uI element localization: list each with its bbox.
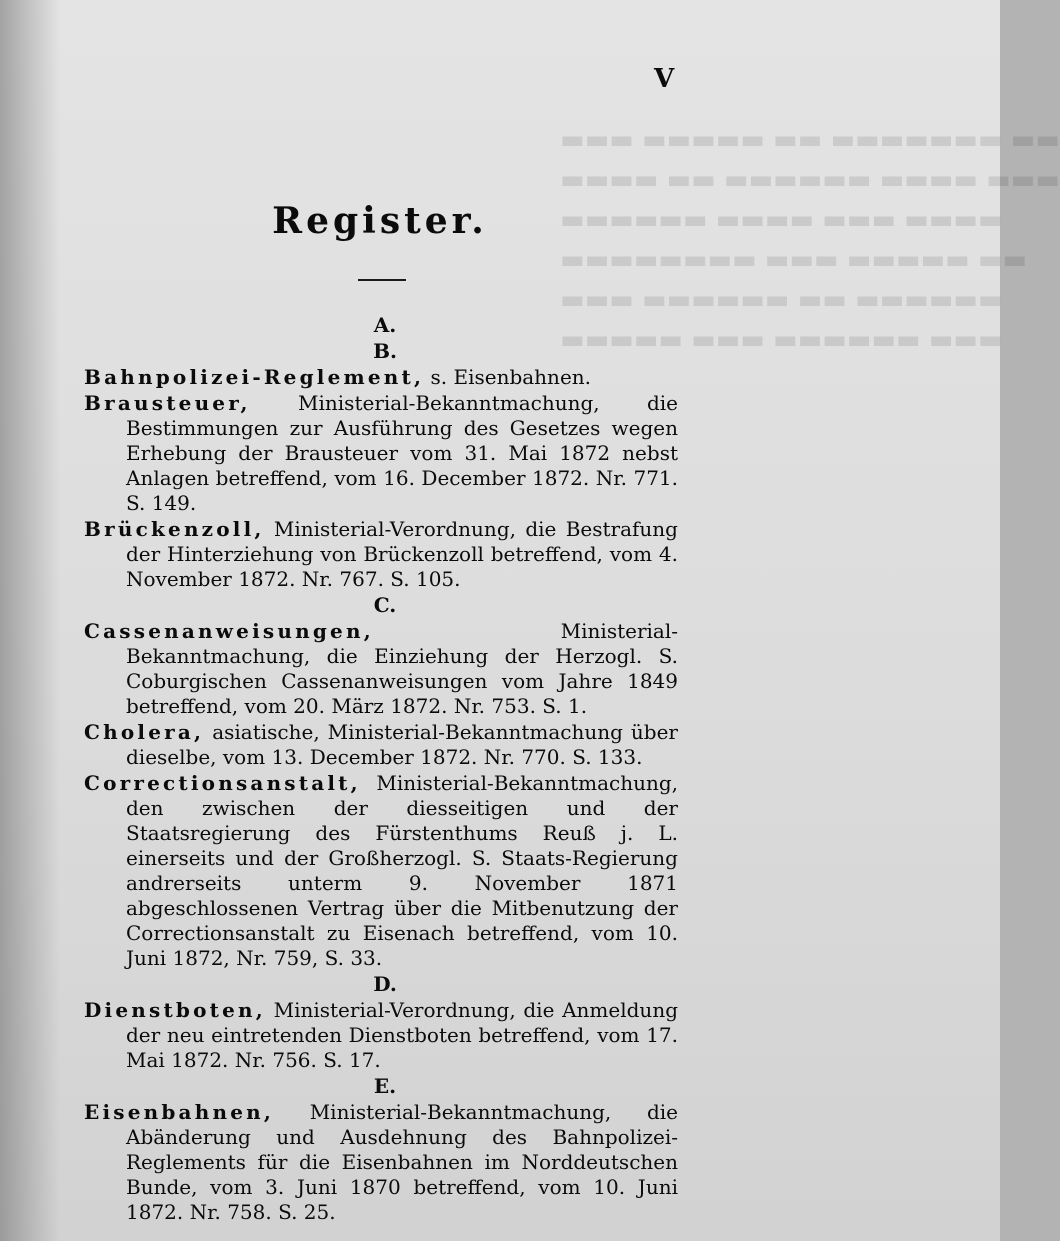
entry-text: Ministerial-Bekanntmachung, die Bestimmungen zur Ausführung des Gesetzes wegen Erhebung der Brausteuer vom 31. Mai 1872 nebst Anlagen betreffend, vom 16. December 1872. Nr. 771. S. 149. bbox=[126, 391, 678, 515]
entry-keyword: Cholera, bbox=[84, 720, 205, 744]
section-letter-b: B. bbox=[373, 339, 397, 363]
entry-keyword: Cassenanweisungen, bbox=[84, 619, 374, 643]
entry-keyword: Eisenbahnen, bbox=[84, 1100, 275, 1124]
entry-text: s. Eisenbahnen. bbox=[424, 365, 592, 389]
entry-keyword: Brückenzoll, bbox=[84, 517, 265, 541]
register-entry-brueckenzoll bbox=[84, 517, 678, 592]
entry-text: Ministerial-Verordnung, die Bestrafung der Hinterziehung von Brückenzoll betreffend, vom 4. November 1872. Nr. 767. S. 105. bbox=[126, 517, 678, 591]
register-entry-bahnpolizei bbox=[84, 365, 678, 390]
section-letter-a: A. bbox=[373, 313, 397, 337]
page-title: Register. bbox=[272, 200, 488, 242]
section-letter-c: C. bbox=[373, 593, 397, 617]
entry-keyword: Dienstboten, bbox=[84, 998, 266, 1022]
entry-text: Ministerial-Verordnung, die Anmeldung der neu eintretenden Dienstboten betreffend, vom 17. Mai 1872. Nr. 756. S. 17. bbox=[126, 998, 678, 1072]
entry-keyword: Bahnpolizei-Reglement, bbox=[84, 365, 425, 389]
register-content bbox=[84, 312, 678, 1226]
entry-keyword: Brausteuer, bbox=[84, 391, 251, 415]
entry-text: Ministerial-Bekanntmachung, die Einziehung der Herzogl. S. Coburgischen Cassenanweisungen vom Jahre 1849 betreffend, vom 20. März 1872. Nr. 753. S. 1. bbox=[126, 619, 678, 718]
register-entry-dienstboten bbox=[84, 998, 678, 1073]
title-divider bbox=[358, 279, 406, 281]
entry-text: Ministerial-Bekanntmachung, den zwischen der diesseitigen und der Staatsregierung des Fürstenthums Reuß j. L. einerseits und der Großherzogl. S. Staats-Regierung andrerseits unterm 9. November 1871 abgeschlossenen Vertrag über die Mitbenutzung der Correctionsanstalt zu Eisenach betreffend, vom 10. Juni 1872, Nr. 759, S. 33. bbox=[126, 771, 678, 970]
register-entry-eisenbahnen bbox=[84, 1100, 678, 1225]
entry-keyword: Correctionsanstalt, bbox=[84, 771, 361, 795]
register-entry-cholera bbox=[84, 720, 678, 770]
entry-text: Ministerial-Bekanntmachung, die Abänderung und Ausdehnung des Bahnpolizei-Reglements für die Eisenbahnen im Norddeutschen Bunde, vom 3. Juni 1870 betreffend, vom 10. Juni 1872. Nr. 758. S. 25. bbox=[126, 1100, 678, 1224]
entry-text: asiatische, Ministerial-Bekanntmachung über dieselbe, vom 13. December 1872. Nr. 770. S. 133. bbox=[126, 720, 678, 769]
register-entry-correctionsanstalt bbox=[84, 771, 678, 971]
section-letter-e: E. bbox=[373, 1074, 397, 1098]
bleed-through-texture: ▬▬▬ ▬▬▬▬▬ ▬▬ ▬▬▬▬▬▬▬ ▬▬ ▬▬▬▬ ▬▬ ▬▬▬▬▬▬ ▬▬▬▬ ▬▬▬ ▬▬▬▬▬▬ ▬▬▬▬ ▬▬▬ ▬▬▬▬ ▬▬▬▬▬▬▬▬ ▬▬▬ ▬▬▬▬▬ ▬▬ ▬▬▬ ▬▬▬▬▬▬ ▬▬ ▬▬▬▬▬▬ ▬▬▬▬▬ ▬▬▬ ▬▬▬▬▬▬ ▬▬▬ bbox=[560, 125, 1060, 355]
section-letter-d: D. bbox=[373, 972, 397, 996]
register-entry-brausteuer bbox=[84, 391, 678, 516]
page-number: V bbox=[654, 64, 675, 94]
register-entry-cassenanweisungen bbox=[84, 619, 678, 719]
